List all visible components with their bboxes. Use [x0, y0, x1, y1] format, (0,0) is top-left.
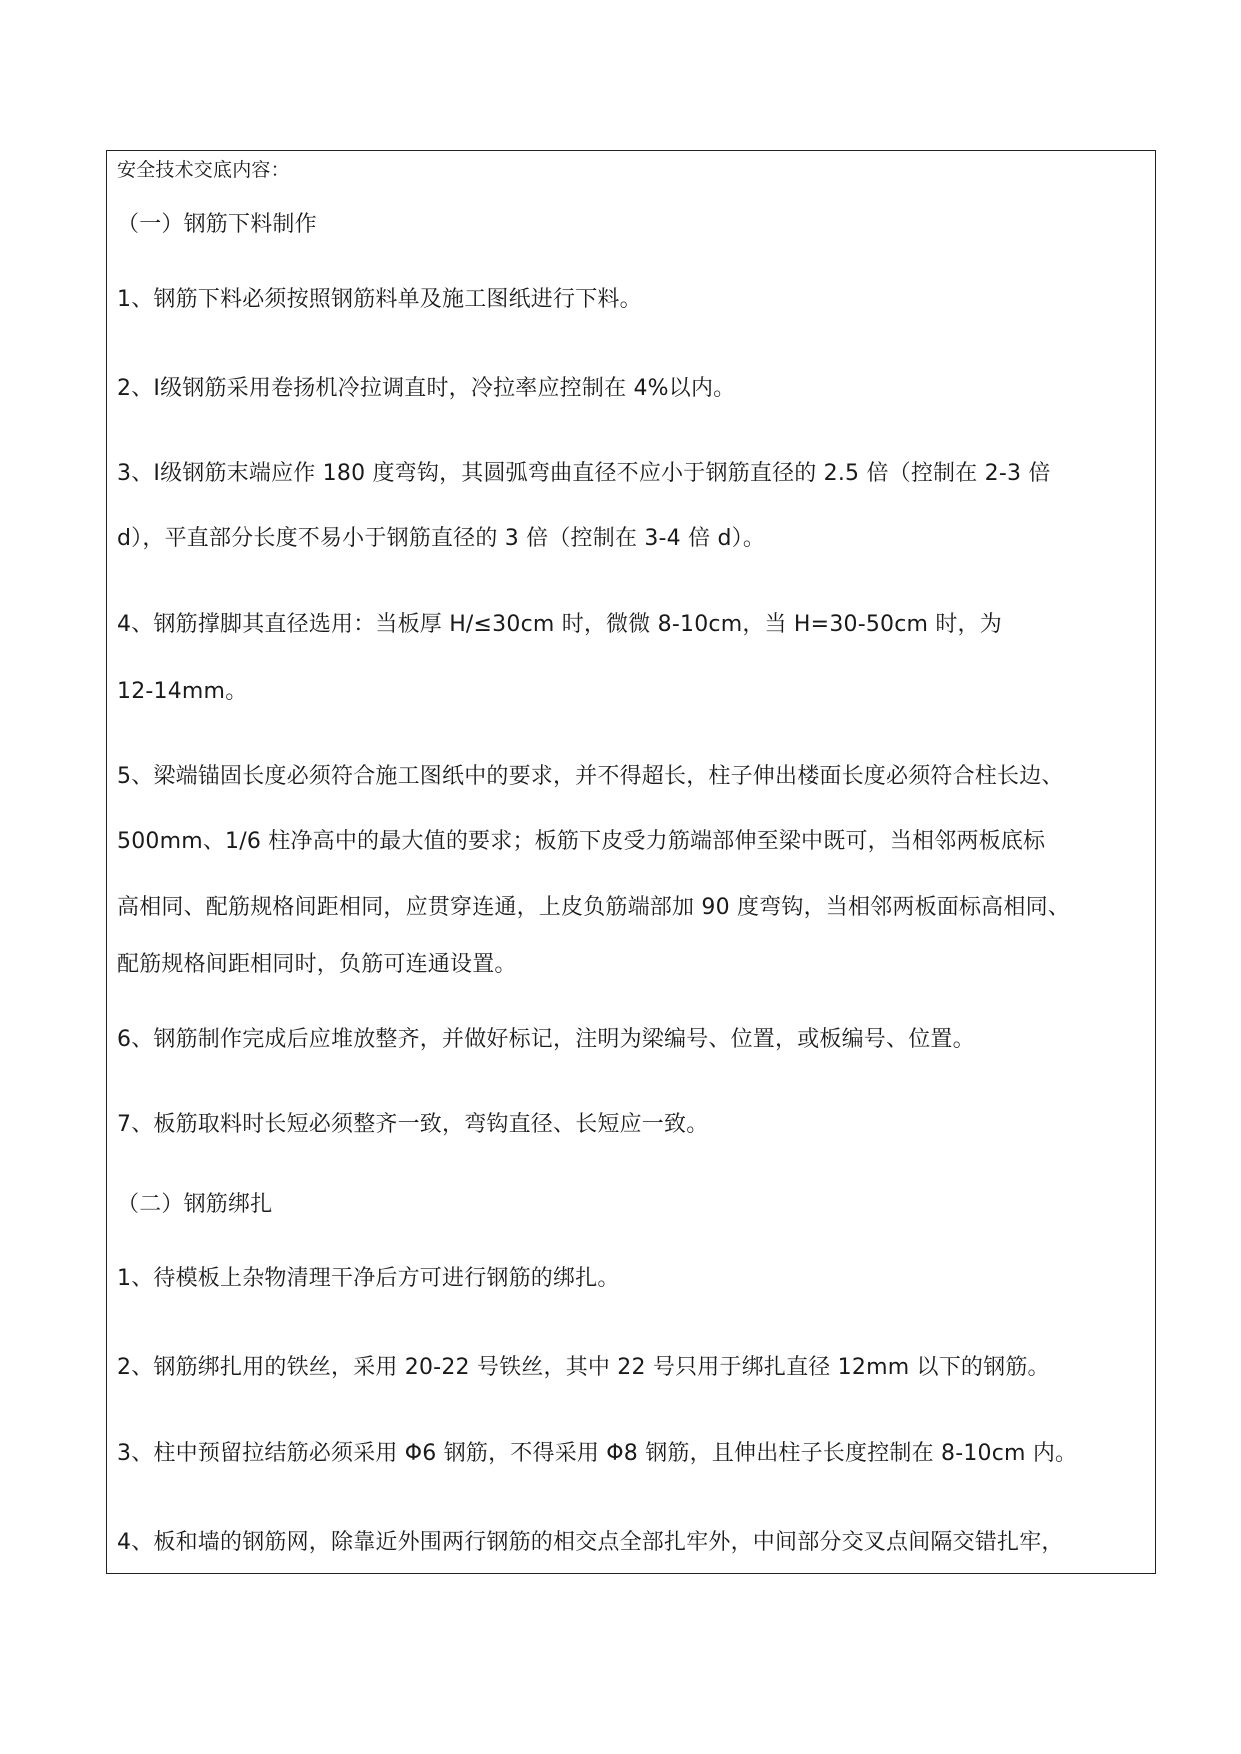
cutting-item-5-line-1: 5、梁端锚固长度必须符合施工图纸中的要求，并不得超长，柱子伸出楼面长度必须符合柱长边、 [117, 764, 1064, 789]
binding-item-2: 2、钢筋绑扎用的铁丝，采用 20-22 号铁丝，其中 22 号只用于绑扎直径 12mm 以下的钢筋。 [117, 1355, 1050, 1380]
binding-item-4: 4、板和墙的钢筋网，除靠近外围两行钢筋的相交点全部扎牢外，中间部分交叉点间隔交错扎牢， [117, 1530, 1064, 1555]
cutting-item-6: 6、钢筋制作完成后应堆放整齐，并做好标记，注明为梁编号、位置，或板编号、位置。 [117, 1027, 975, 1052]
binding-item-1: 1、待模板上杂物清理干净后方可进行钢筋的绑扎。 [117, 1266, 620, 1291]
section-title-binding: （二）钢筋绑扎 [117, 1192, 273, 1217]
cutting-item-5-line-3: 高相同、配筋规格间距相同，应贯穿连通，上皮负筋端部加 90 度弯钩，当相邻两板面标高相同、 [117, 895, 1070, 920]
cutting-item-3-line-1: 3、Ⅰ级钢筋末端应作 180 度弯钩，其圆弧弯曲直径不应小于钢筋直径的 2.5 倍（控制在 2-3 倍 [117, 461, 1051, 486]
cutting-item-2: 2、Ⅰ级钢筋采用卷扬机冷拉调直时，冷拉率应控制在 4%以内。 [117, 376, 736, 401]
cutting-item-4-line-2: 12-14mm。 [117, 679, 248, 704]
section-title-cutting: （一）钢筋下料制作 [117, 212, 317, 237]
cutting-item-5-line-2: 500mm、1/6 柱净高中的最大值的要求；板筋下皮受力筋端部伸至梁中既可，当相邻两板底标 [117, 829, 1046, 854]
cutting-item-5-line-4: 配筋规格间距相同时，负筋可连通设置。 [117, 952, 517, 977]
cutting-item-3-line-2: d），平直部分长度不易小于钢筋直径的 3 倍（控制在 3-4 倍 d）。 [117, 526, 766, 551]
cutting-item-1: 1、钢筋下料必须按照钢筋料单及施工图纸进行下料。 [117, 287, 642, 312]
cutting-item-7: 7、板筋取料时长短必须整齐一致，弯钩直径、长短应一致。 [117, 1112, 709, 1137]
binding-item-3: 3、柱中预留拉结筋必须采用 Φ6 钢筋，不得采用 Φ8 钢筋，且伸出柱子长度控制在 8-10cm 内。 [117, 1441, 1078, 1466]
cutting-item-4-line-1: 4、钢筋撑脚其直径选用：当板厚 H/≤30cm 时，微微 8-10cm，当 H=30-50cm 时，为 [117, 612, 1002, 637]
disclosure-heading: 安全技术交底内容： [117, 159, 290, 181]
